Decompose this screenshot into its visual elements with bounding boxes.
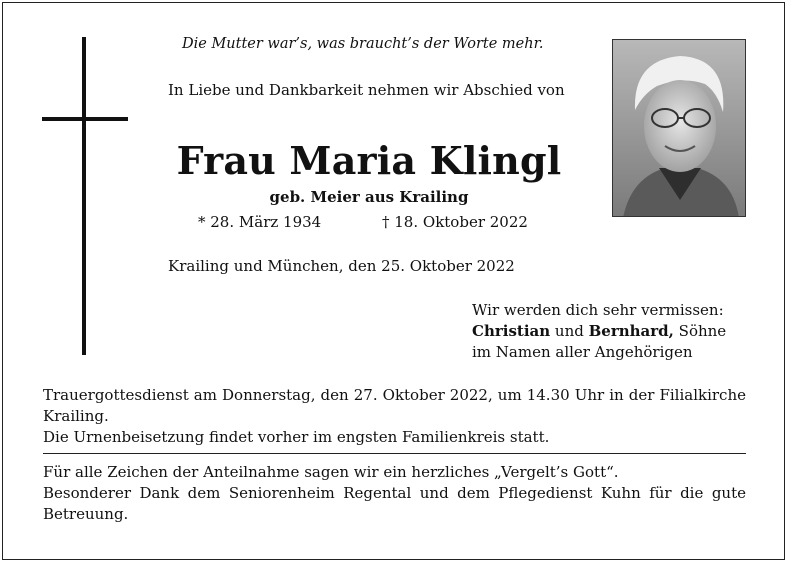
cross-icon — [82, 37, 86, 355]
birth-date: * 28. März 1934 — [198, 213, 322, 231]
motto: Die Mutter war’s, was braucht’s der Worte mehr. — [182, 36, 544, 52]
farewell-line: Wir werden dich sehr vermissen: — [472, 301, 724, 319]
birth-name: geb. Meier aus Krailing — [269, 188, 469, 206]
service-info — [43, 385, 746, 448]
family-line — [472, 321, 726, 342]
relatives-line: im Namen aller Angehörigen — [472, 343, 693, 361]
death-date: † 18. Oktober 2022 — [382, 213, 528, 231]
urn-burial-text: Die Urnenbeisetzung findet vorher im engsten Familienkreis statt. — [43, 428, 550, 446]
thanks-block — [43, 462, 746, 525]
conjunction: und — [550, 322, 589, 340]
funeral-service-text: Trauergottesdienst am Donnerstag, den 27. Oktober 2022, um 14.30 Uhr in der Filialkirche Krailing. — [43, 386, 746, 425]
portrait-image — [613, 40, 746, 217]
cross-icon-bar — [42, 117, 128, 121]
relation: Söhne — [673, 322, 727, 340]
place-and-date: Krailing und München, den 25. Oktober 2022 — [168, 257, 515, 275]
son-name: Christian — [472, 322, 551, 340]
farewell-block — [472, 300, 726, 363]
special-thanks-text: Besonderer Dank dem Seniorenheim Regental und dem Pflegedienst Kuhn für die gute Betreuung. — [43, 484, 746, 523]
deceased-name: Frau Maria Klingl — [176, 138, 562, 183]
portrait-photo — [612, 39, 746, 217]
divider — [43, 453, 746, 454]
intro-text: In Liebe und Dankbarkeit nehmen wir Abschied von — [168, 81, 565, 99]
thanks-text: Für alle Zeichen der Anteilnahme sagen wir ein herzliches „Vergelt’s Gott“. — [43, 463, 619, 481]
son-name: Bernhard, — [588, 322, 674, 340]
